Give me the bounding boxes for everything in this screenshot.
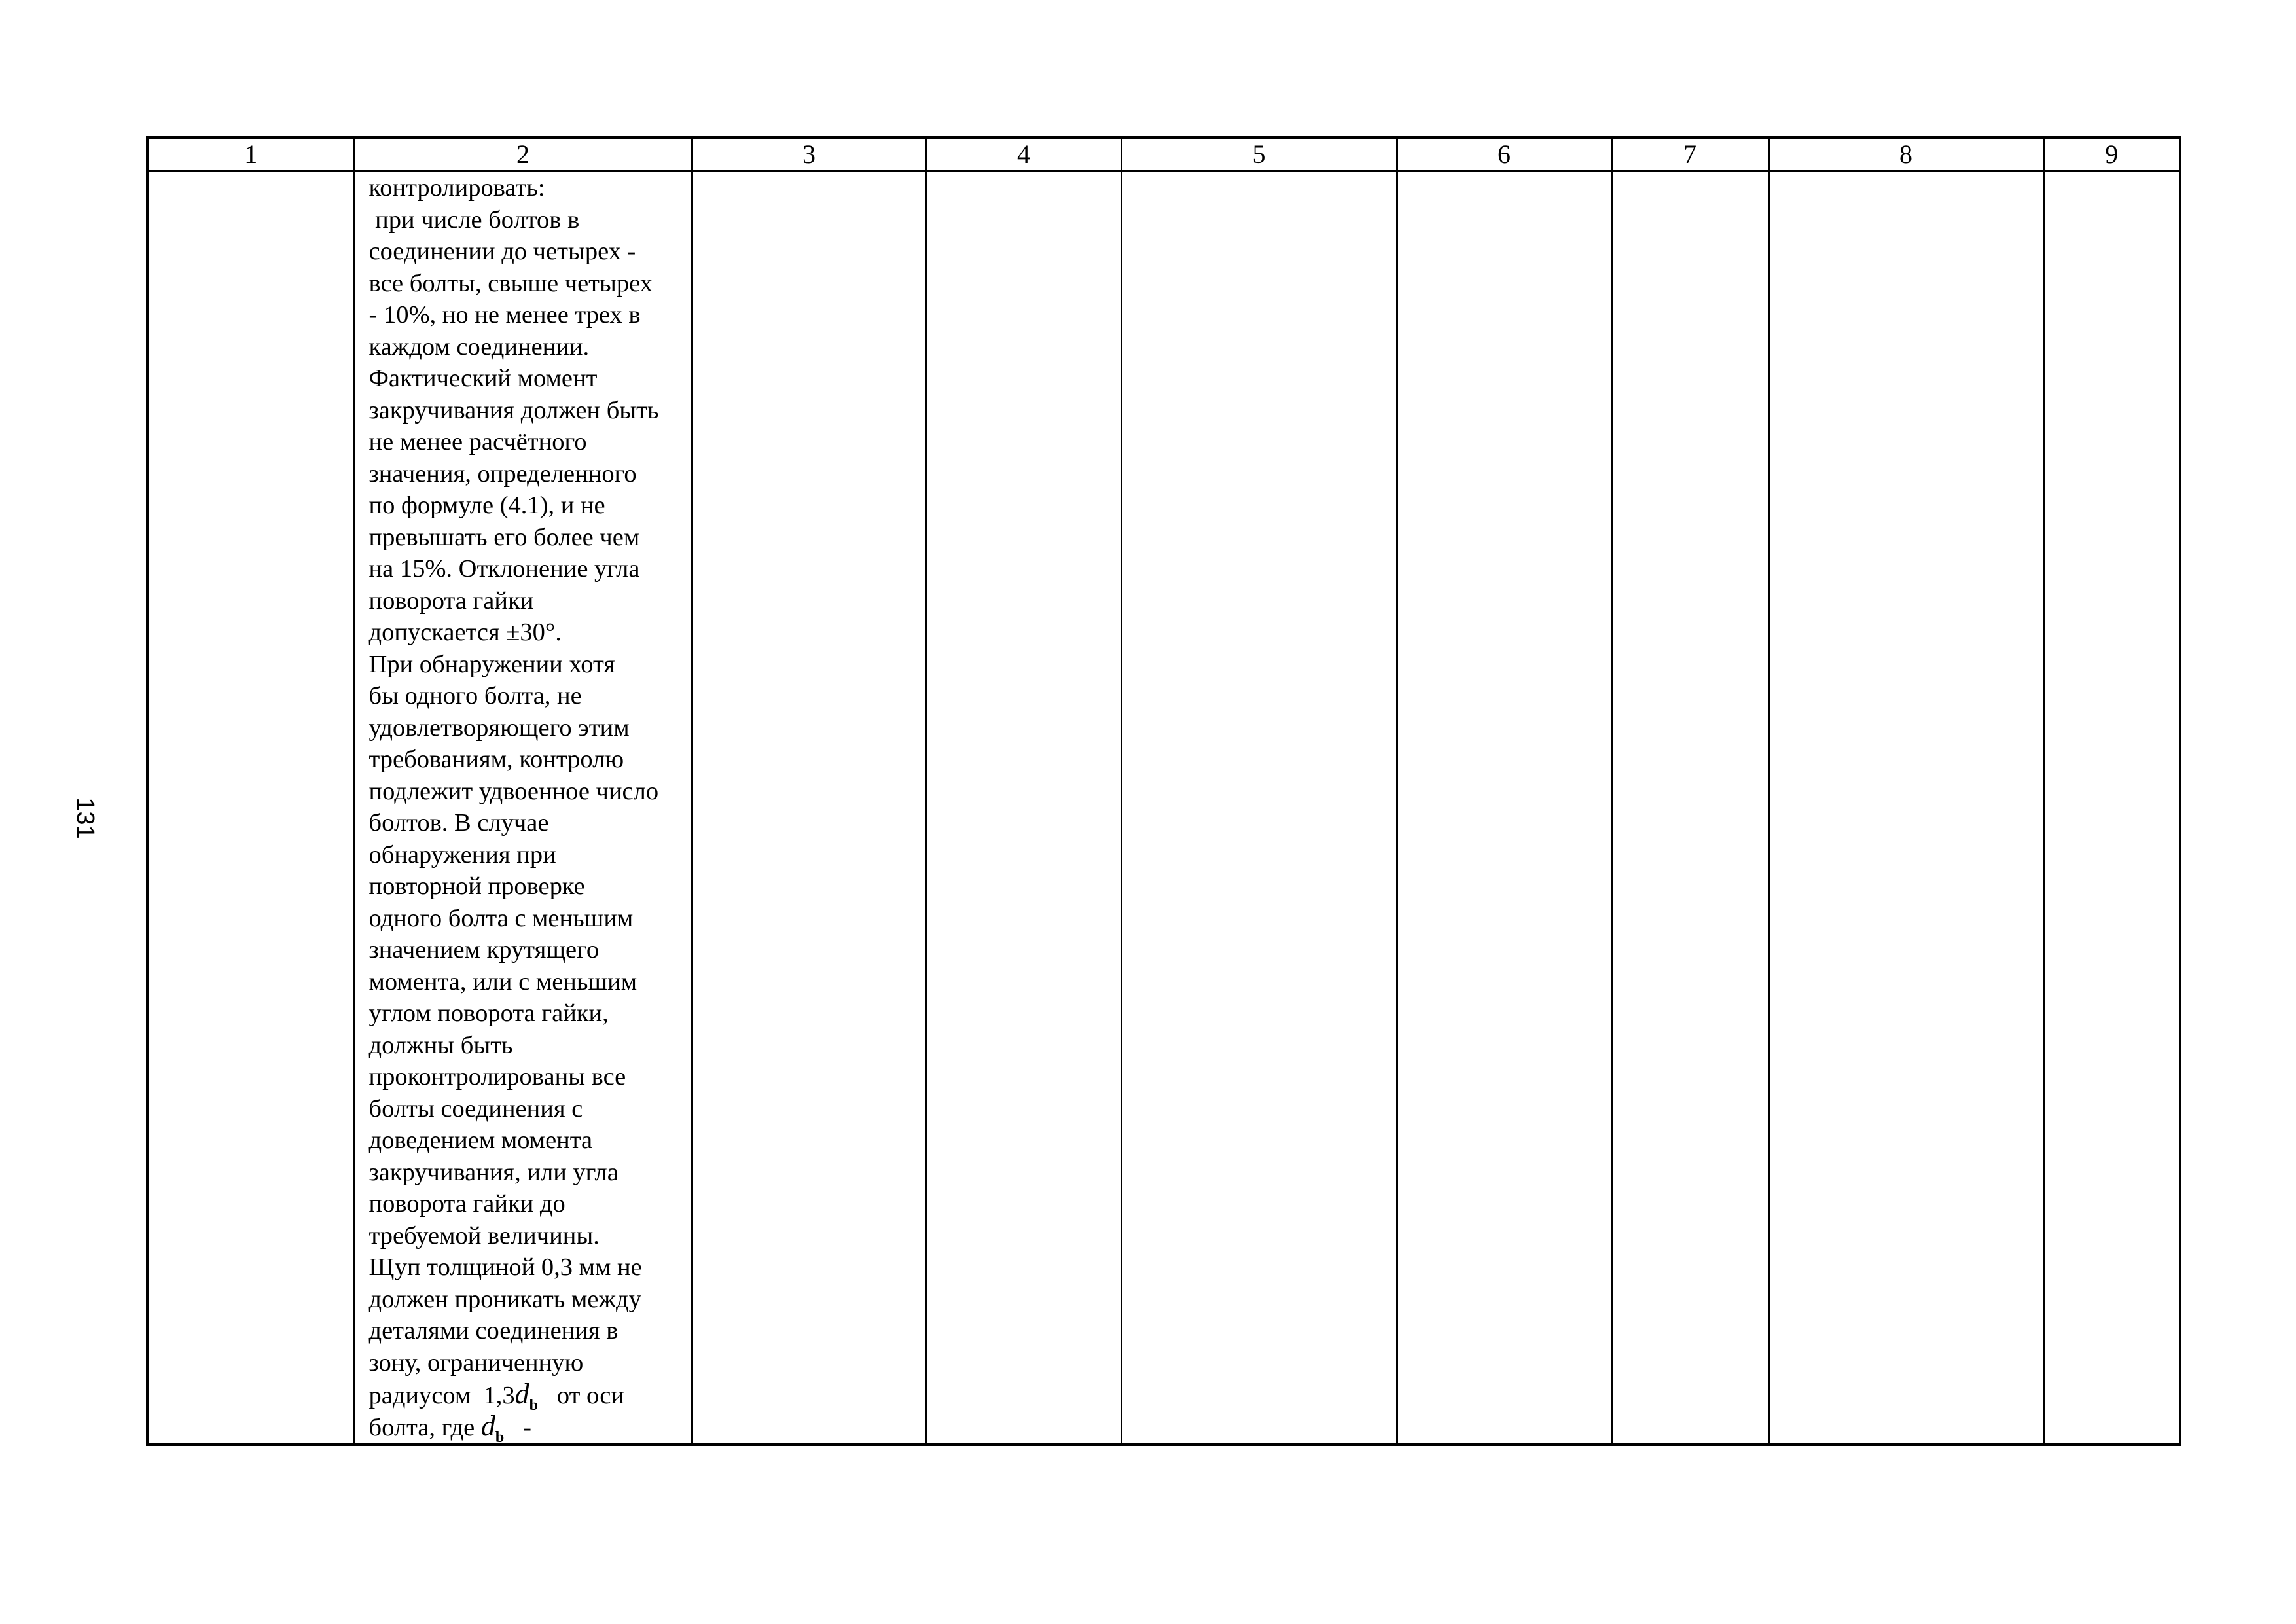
text-line: повторной проверке: [368, 873, 585, 900]
bolt-text: болта, где: [368, 1413, 475, 1441]
text-line: закручивания должен быть: [368, 396, 659, 424]
text-line: контролировать:: [368, 174, 545, 202]
text-line: бы одного болта, не: [368, 682, 582, 710]
data-table: [146, 136, 2181, 1446]
header-cell-6: 6: [1397, 137, 1611, 171]
text-line: болтов. В случае: [368, 809, 549, 837]
bolt-text-tail: -: [523, 1413, 531, 1441]
text-line: значения, определенного: [368, 460, 637, 488]
text-line: Щуп толщиной 0,3 мм не: [368, 1254, 642, 1281]
text-line: закручивания, или угла: [368, 1158, 619, 1186]
radius-text: радиусом 1,3: [368, 1382, 515, 1409]
bolt-definition-line: [368, 1409, 689, 1446]
text-line: проконтролированы все: [368, 1063, 626, 1091]
table-cell-col-5: [1121, 171, 1397, 1445]
text-line: на 15%. Отклонение угла: [368, 555, 640, 583]
bolt-diameter-symbol: $d_b$: [514, 1378, 538, 1414]
header-cell-7: 7: [1611, 137, 1768, 171]
table-cell-col-7: [1611, 171, 1768, 1445]
text-line: допускается ±30°.: [368, 619, 562, 646]
text-line: поворота гайки: [368, 586, 534, 615]
table-row: [147, 171, 2180, 1445]
table-cell-col-1: [147, 171, 354, 1445]
text-line: одного болта с меньшим: [368, 904, 634, 932]
table-cell-col-9: [2043, 171, 2180, 1445]
text-line: углом поворота гайки,: [368, 1000, 609, 1027]
page-number: 131: [71, 797, 99, 839]
text-line: превышать его более чем: [368, 523, 640, 551]
requirements-text: [355, 172, 691, 1446]
text-line: должен проникать между: [368, 1285, 641, 1313]
table-cell-col-4: [926, 171, 1121, 1445]
bolt-diameter-symbol: $d_b$: [480, 1409, 505, 1446]
radius-formula-line: [368, 1378, 689, 1414]
text-line: зону, ограниченную: [368, 1348, 584, 1377]
header-cell-9: 9: [2043, 137, 2180, 171]
header-cell-1: 1: [147, 137, 354, 171]
table-cell-col-3: [692, 171, 926, 1445]
text-line: должны быть: [368, 1031, 513, 1059]
text-line: по формуле (4.1), и не: [368, 492, 605, 519]
text-line: При обнаружении хотя: [368, 650, 615, 678]
text-line: удовлетворяющего этим: [368, 713, 630, 742]
text-line: требуемой величины.: [368, 1221, 600, 1250]
radius-text-tail: от оси: [556, 1382, 624, 1409]
text-line: Фактический момент: [368, 365, 598, 392]
text-line: все болты, свыше четырех: [368, 269, 653, 297]
header-cell-2: 2: [354, 137, 692, 171]
header-cell-5: 5: [1121, 137, 1397, 171]
text-line: соединении до четырех -: [368, 238, 636, 265]
text-line: каждом соединении.: [368, 333, 590, 361]
header-cell-8: 8: [1768, 137, 2043, 171]
table-cell-col-6: [1397, 171, 1611, 1445]
text-line: - 10%, но не менее трех в: [368, 301, 641, 329]
table-header-row: [147, 137, 2180, 171]
text-line: обнаружения при: [368, 840, 556, 869]
text-line: болты соединения с: [368, 1094, 583, 1123]
text-line: момента, или с меньшим: [368, 967, 637, 996]
text-line: подлежит удвоенное число: [368, 777, 659, 805]
table-cell-col-8: [1768, 171, 2043, 1445]
text-line: деталями соединения в: [368, 1317, 619, 1344]
text-line: значением крутящего: [368, 936, 600, 964]
header-cell-4: 4: [926, 137, 1121, 171]
text-line: требованиям, контролю: [368, 746, 624, 773]
table-cell-col-2: [354, 171, 692, 1445]
text-line: доведением момента: [368, 1127, 593, 1154]
header-cell-3: 3: [692, 137, 926, 171]
text-line: поворота гайки до: [368, 1190, 565, 1218]
text-line: при числе болтов в: [368, 206, 580, 234]
text-line: не менее расчётного: [368, 428, 587, 456]
